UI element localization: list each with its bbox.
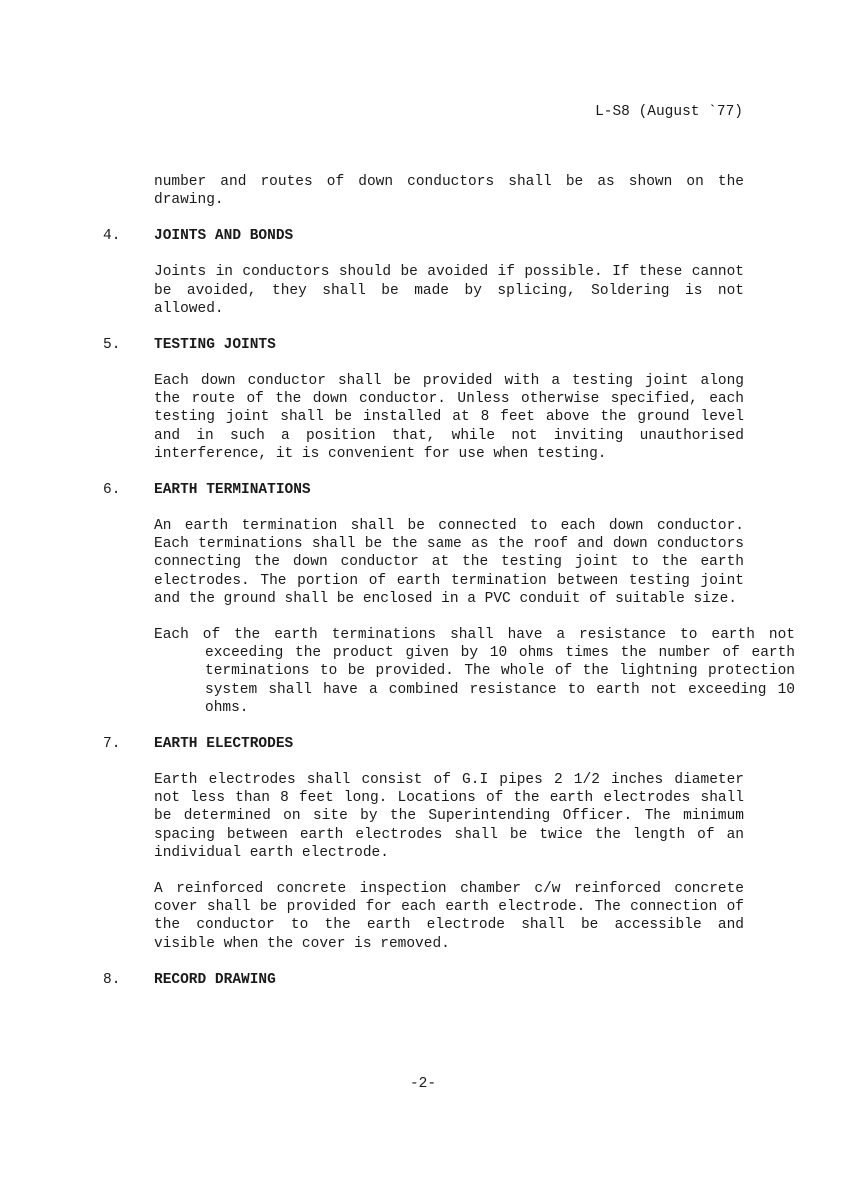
- section-title: JOINTS AND BONDS: [154, 228, 294, 245]
- section-title: TESTING JOINTS: [154, 337, 276, 354]
- section-number: 6.: [103, 482, 121, 499]
- section-7-heading: [0, 735, 846, 753]
- section-5-heading: [0, 336, 846, 354]
- section-6-paragraph-2: Each of the earth terminations shall have a resistance to earth not exceeding the product given by 10 ohms times the number of earth terminations to be provided. The whole of the lightning protection system shall have a combined resistance to earth not exceeding 10 ohms.: [154, 627, 795, 716]
- section-title: RECORD DRAWING: [154, 971, 276, 988]
- section-number: 5.: [103, 337, 121, 354]
- section-5-paragraph-1: Each down conductor shall be provided with a testing joint along the route of the down conductor. Unless otherwise specified, each testing joint shall be installed at 8 feet above the ground level and in such a position that, while not inviting unauthorised interference, it is convenient for use when testing.: [154, 373, 744, 462]
- section-7-paragraph-2: A reinforced concrete inspection chamber c/w reinforced concrete cover shall be provided for each earth electrode. The connection of the conductor to the earth electrode shall be accessible and visible when the cover is removed.: [154, 881, 744, 952]
- intro-paragraph: number and routes of down conductors shall be as shown on the drawing.: [154, 174, 744, 209]
- section-4-heading: [0, 227, 846, 245]
- section-number: 8.: [103, 971, 121, 988]
- section-title: EARTH ELECTRODES: [154, 736, 294, 753]
- page-number: -2-: [409, 1076, 437, 1092]
- section-6-paragraph-1: An earth termination shall be connected to each down conductor. Each terminations shall be the same as the roof and down conductors connecting the down conductor at the testing joint to the earth electrodes. The portion of earth termination between testing joint and the ground shall be enclosed in a PVC conduit of suitable size.: [154, 518, 744, 607]
- section-7-paragraph-1: Earth electrodes shall consist of G.I pipes 2 1/2 inches diameter not less than 8 feet long. Locations of the earth electrodes shall be determined on site by the Superintending Officer. The minimum spacing between earth electrodes shall be twice the length of an individual earth electrode.: [154, 772, 744, 861]
- section-title: EARTH TERMINATIONS: [154, 482, 311, 499]
- document-reference: L-S8 (August `77): [595, 104, 743, 120]
- section-number: 4.: [103, 228, 121, 245]
- section-number: 7.: [103, 736, 121, 753]
- section-8-heading: [0, 971, 846, 989]
- section-4-paragraph-1: Joints in conductors should be avoided if possible. If these cannot be avoided, they shall be made by splicing, Soldering is not allowed.: [154, 264, 744, 317]
- document-body: [0, 173, 846, 1007]
- section-6-heading: [0, 481, 846, 499]
